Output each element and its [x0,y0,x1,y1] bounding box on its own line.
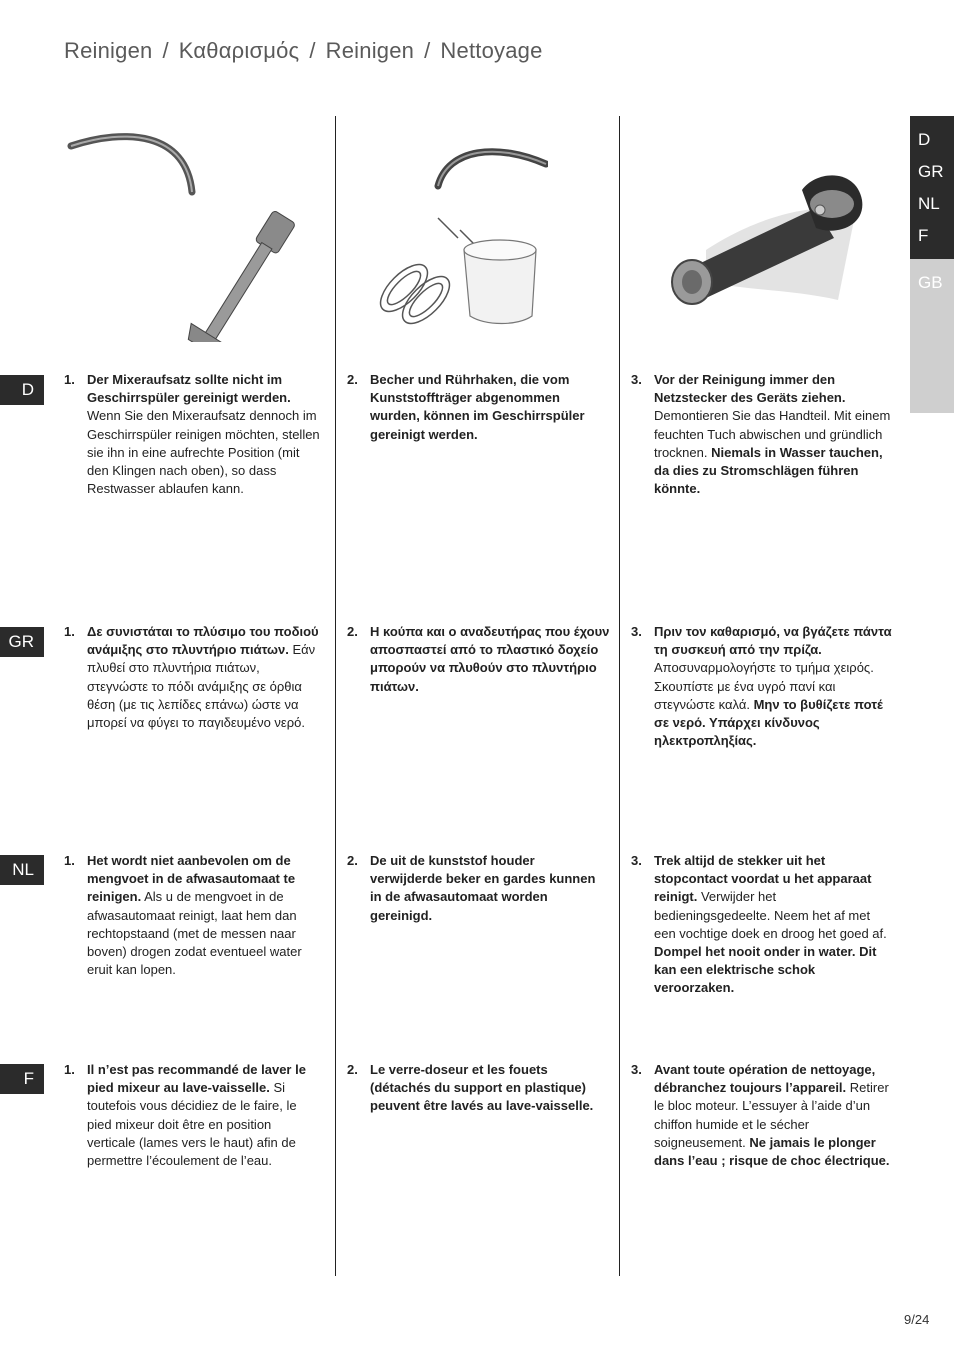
title-part: Reinigen [325,38,415,63]
step-bold-text: Avant toute opération de nettoyage, débranchez toujours l’appareil. [654,1062,876,1096]
title-part: Reinigen [64,38,153,63]
step-text: Verwijder het bedieningsgedeelte. Neem het af met een vochtige doek en droog het goed af. [654,889,887,941]
step-nl-2 [347,852,610,925]
step-number: 3. [631,853,642,868]
step-d-2 [347,371,610,444]
step-d-1 [64,371,323,498]
title-separator: / [162,38,169,63]
step-bold-text: Πριν τον καθαρισμό, να βγάζετε πάντα τη συσκευή από την πρίζα. [654,624,892,658]
step-number: 1. [64,372,75,387]
step-gr-1 [64,623,323,732]
page-title [64,38,543,64]
step-text: Als u de mengvoet in de afwasautomaat reinigt, laat hem dan rechtopstaand (met de messen naar boven) drogen zodat eventueel water eruit kan lopen. [87,889,302,978]
step-nl-1 [64,852,323,979]
step-text: Si toutefois vous décidiez de le faire, le pied mixeur doit être en position verticale (lames vers le haut) afin de permettre l’écoulement de l’eau. [87,1080,297,1169]
step-bold-text: De uit de kunststof houder verwijderde beker en gardes kunnen in de afwasautomaat worden gereinigd. [370,853,596,923]
language-tab-gr: GR [0,627,44,657]
step-number: 3. [631,372,642,387]
side-tab-label: GR [918,162,944,181]
step-bold-text: Δε συνιστάται το πλύσιμο του ποδιού ανάμιξης στο πλυντήριο πιάτων. [87,624,319,658]
language-tab-nl: NL [0,855,44,885]
step-f-3 [631,1061,894,1170]
language-tab-d: D [0,375,44,405]
inactive-language-tab[interactable]: GB [910,259,954,413]
step-bold-text: Trek altijd de stekker uit het stopcontact voordat u het apparaat reinigt. [654,853,872,905]
motor-unit-cleaning-illustration [666,170,876,310]
step-bold-text: Il n’est pas recommandé de laver le pied mixeur au lave-vaisselle. [87,1062,306,1096]
step-nl-3 [631,852,894,998]
title-separator: / [424,38,431,63]
step-warning-text: Μην το βυθίζετε ποτέ σε νερό. Υπάρχει κίνδυνος ηλεκτροπληξίας. [654,696,883,749]
side-tab-label: D [918,130,931,149]
step-number: 3. [631,624,642,639]
step-bold-text: Le verre-doseur et les fouets (détachés du support en plastique) peuvent être lavés au lave-vaisselle. [370,1062,594,1114]
step-number: 2. [347,853,358,868]
step-number: 2. [347,372,358,387]
active-language-tab[interactable] [910,116,954,259]
step-bold-text: Der Mixeraufsatz sollte nicht im Geschirrspüler gereinigt werden. [87,372,291,406]
column-divider [619,116,620,1276]
step-text: Retirer le bloc moteur. L’essuyer à l’aide d’un chiffon humide et le sécher soigneusement. [654,1080,889,1150]
title-part: Nettoyage [440,38,543,63]
whisk-and-cup-illustration [368,138,548,328]
page-number: 9/24 [904,1312,930,1327]
title-part: Καθαρισμός [178,38,300,63]
step-gr-3 [631,623,894,750]
step-number: 1. [64,624,75,639]
step-number: 3. [631,1062,642,1077]
step-gr-2 [347,623,610,696]
step-bold-text: Het wordt niet aanbevolen om de mengvoet in de afwasautomaat te reinigen. [87,853,296,905]
step-number: 1. [64,1062,75,1077]
language-tab-f: F [0,1064,44,1094]
step-bold-text: Vor der Reinigung immer den Netzstecker des Geräts ziehen. [654,372,846,406]
step-warning-text: Niemals in Wasser tauchen, da dies zu Stromschlägen führen könnte. [654,444,883,497]
step-text: Demontieren Sie das Handteil. Mit einem feuchten Tuch abwischen und gründlich trocknen. [654,408,891,460]
step-warning-text: Ne jamais le plonger dans l’eau ; risque de choc électrique. [654,1134,890,1169]
step-bold-text: Η κούπα και ο αναδευτήρας που έχουν αποσπαστεί από το πλαστικό δοχείο μπορούν να πλυθούν στο πλυντήριο πιάτων. [370,624,610,694]
title-separator: / [309,38,316,63]
side-tab-label: F [918,226,929,245]
step-bold-text: Becher und Rührhaken, die vom Kunststoffträger abgenommen wurden, können im Geschirrspüler gereinigt werden. [370,372,585,442]
step-d-3 [631,371,894,498]
step-text: Wenn Sie den Mixeraufsatz dennoch im Geschirrspüler reinigen möchten, stellen sie ihn in eine aufrechte Position (mit den Klingen nach oben), so dass Restwasser ablaufen kann. [87,408,320,497]
step-text: Εάν πλυθεί στο πλυντήρια πιάτων, στεγνώστε το πόδι ανάμιξης σε όρθια θέση (με τις λεπίδες επάνω) ώστε να μπορεί να φύγει το παγιδευμένο νερό. [87,642,316,731]
language-side-tabs [910,116,954,413]
step-number: 2. [347,1062,358,1077]
step-number: 1. [64,853,75,868]
blender-foot-illustration [66,122,326,342]
step-f-2 [347,1061,610,1116]
step-text: Αποσυναρμολογήστε το τμήμα χειρός. Σκουπίστε με ένα υγρό πανί και στεγνώστε καλά. [654,660,874,712]
side-tab-label: NL [918,194,940,213]
step-number: 2. [347,624,358,639]
step-f-1 [64,1061,323,1170]
column-divider [335,116,336,1276]
step-warning-text: Dompel het nooit onder in water. Dit kan een elektrische schok veroorzaken. [654,944,877,996]
